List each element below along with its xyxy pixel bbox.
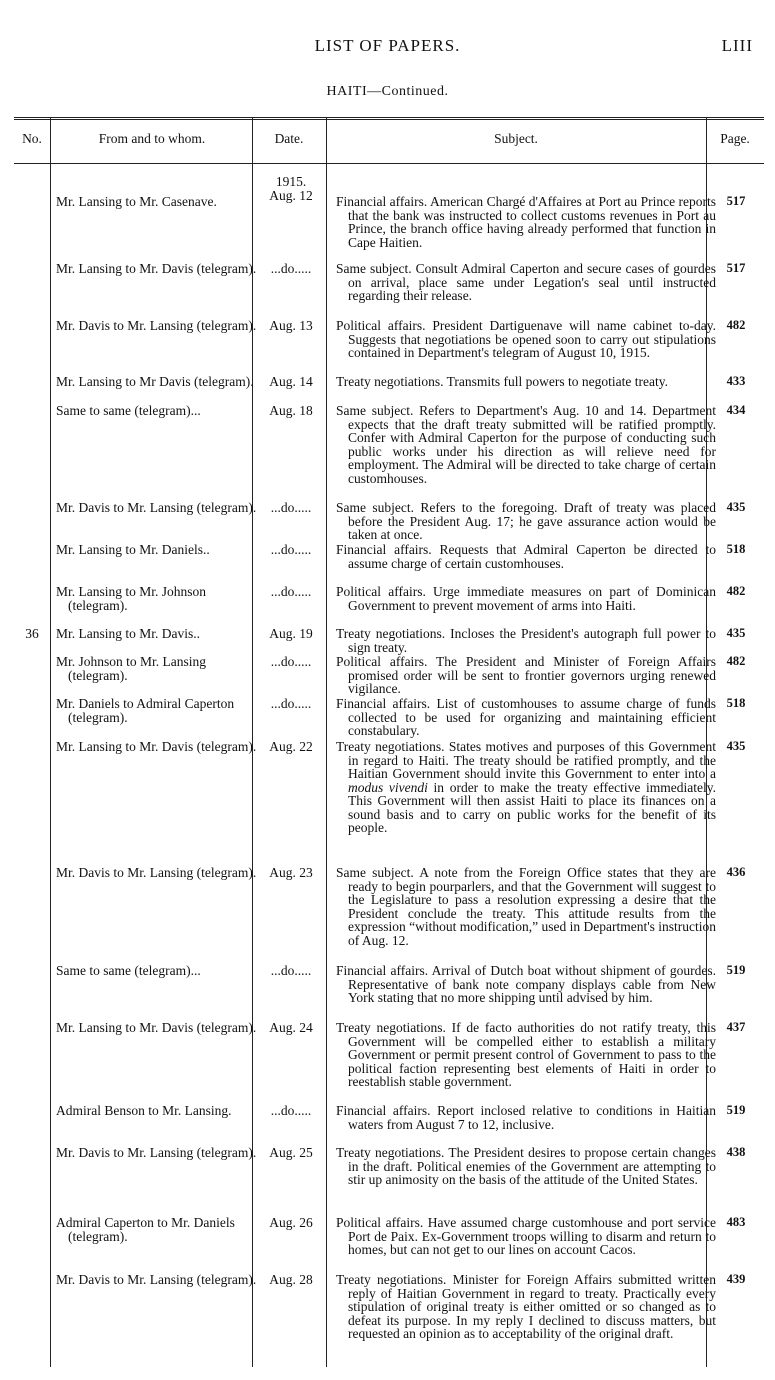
row-subject: Same subject. Refers to the foregoing. Draft of treaty was placed before the President Aug. 17; he gave assurance action would be taken at once. <box>336 500 716 542</box>
row-from: Mr. Davis to Mr. Lansing (telegram). <box>56 500 257 515</box>
row-date: ...do..... <box>270 1103 312 1118</box>
row-date: ...do..... <box>270 261 312 276</box>
row-page: 518 <box>726 696 746 710</box>
row-from: Same to same (telegram)... <box>56 963 201 978</box>
row-page: 482 <box>726 654 746 668</box>
row-page: 482 <box>726 584 746 598</box>
table-row <box>14 375 764 404</box>
row-subject: Political affairs. The President and Minister of Foreign Affairs promised order will be sent to frontier governors urging renewed vigilance. <box>336 654 716 696</box>
row-date: Aug. 23 <box>269 865 313 880</box>
row-from: Mr. Davis to Mr. Lansing (telegram). <box>56 865 257 880</box>
row-page: 482 <box>726 318 746 332</box>
column-header-from: From and to whom. <box>98 131 206 146</box>
row-from: Mr. Davis to Mr. Lansing (telegram). <box>56 1272 257 1287</box>
row-date <box>258 175 324 202</box>
row-year: 1915. <box>275 174 307 189</box>
row-subject: Treaty negotiations. If de facto authorities do not ratify treaty, this Government will be compelled either to establish a military Government or permit present control of Government to pass to the political faction representing best elements of Haiti in order to reestablish stable government. <box>336 1020 716 1089</box>
row-subject: Financial affairs. Requests that Admiral Caperton be directed to assume charge of certain customhouses. <box>336 542 716 571</box>
table-row <box>14 964 764 1021</box>
row-from: Mr. Daniels to Admiral Caperton (telegram). <box>56 696 235 725</box>
table-row <box>14 740 764 866</box>
row-from: Mr. Davis to Mr. Lansing (telegram). <box>56 318 257 333</box>
row-date: ...do..... <box>270 500 312 515</box>
row-subject: Treaty negotiations. Minister for Foreign Affairs submitted written reply of Haitian Government in regard to treaty. Practically every stipulation of original treaty is either omitted or so changed as to defeat its purpose. In my reply I declined to discuss matters, but requested an opinion as to acceptability of the original draft. <box>336 1272 716 1341</box>
row-subject-text: in order to make the treaty effective immediately. This Government will then assist Haiti to place its finances on a sound basis and to carry on public works for the benefit of its people. <box>348 779 717 835</box>
row-subject: Political affairs. Urge immediate measures on part of Dominican Government to prevent movement of arms into Haiti. <box>336 584 716 613</box>
row-date: Aug. 25 <box>269 1145 313 1160</box>
row-number: 36 <box>25 626 39 641</box>
column-header-no: No. <box>22 131 42 146</box>
row-page: 435 <box>726 739 746 753</box>
row-subject: Financial affairs. American Chargé d'Affaires at Port au Prince reports that the bank was instructed to collect customs revenues in Port au Prince, the branch office having already performed that function in Cape Haitien. <box>336 194 716 250</box>
table-row <box>14 174 764 250</box>
row-subject: Political affairs. President Dartiguenave will name cabinet to-day. Suggests that negotiations be opened soon to carry out stipulations contained in Department's telegram of August 10, 1915. <box>336 318 716 360</box>
row-from: Mr. Lansing to Mr. Davis.. <box>56 626 200 641</box>
row-subject: Same subject. Consult Admiral Caperton and secure cases of gourdes on arrival, place same under Legation's seal until instructed regarding their release. <box>336 261 716 303</box>
row-date: ...do..... <box>270 654 312 669</box>
row-from: Admiral Caperton to Mr. Daniels (telegram). <box>56 1215 235 1244</box>
row-page: 437 <box>726 1020 746 1034</box>
row-from: Mr. Lansing to Mr. Davis (telegram). <box>56 739 257 754</box>
row-date: Aug. 26 <box>269 1215 313 1230</box>
row-page: 519 <box>726 1103 746 1117</box>
row-page: 439 <box>726 1272 746 1286</box>
page-header <box>0 36 775 60</box>
row-date: Aug. 24 <box>269 1020 313 1035</box>
table-row <box>14 585 764 627</box>
row-date: ...do..... <box>270 963 312 978</box>
table-body <box>14 163 764 1373</box>
column-header-subject: Subject. <box>494 131 538 146</box>
table-row <box>14 501 764 543</box>
row-subject: Financial affairs. Arrival of Dutch boat without shipment of gourdes. Representative of bank note company displays cable from New York stating that no more shipping until advised by him. <box>336 963 716 1005</box>
row-page: 483 <box>726 1215 746 1229</box>
row-from: Mr. Lansing to Mr. Davis (telegram). <box>56 261 257 276</box>
row-date: Aug. 22 <box>269 739 313 754</box>
row-subject: Same subject. Refers to Department's Aug. 10 and 14. Department expects that the draft treaty submitted will be ratified promptly. Confer with Admiral Caperton for the purpose of conducting such public works under his direction as will relieve need for employment. The Admiral will be directed to take charge of certain customhouses. <box>336 403 716 486</box>
row-from: Mr. Johnson to Mr. Lansing (telegram). <box>56 654 207 683</box>
row-date: ...do..... <box>270 542 312 557</box>
row-subject <box>336 740 716 835</box>
page-number: LIII <box>721 36 753 55</box>
row-page: 519 <box>726 963 746 977</box>
row-subject: Same subject. A note from the Foreign Office states that they are ready to begin pourparlers, and that the Government will suggest to the Legislature to pass a resolution expressing a desire that the President conclude the treaty. This attitude results from the expression “without modification,” used in Department's instruction of Aug. 12. <box>336 865 716 948</box>
row-subject: Financial affairs. List of customhouses to assume charge of funds collected to be used for organizing and maintaining efficient constabulary. <box>336 696 716 738</box>
row-page: 438 <box>726 1145 746 1159</box>
row-date: ...do..... <box>270 696 312 711</box>
table-row <box>14 1021 764 1104</box>
row-date: Aug. 19 <box>269 626 313 641</box>
table-row <box>14 262 764 319</box>
row-subject: Financial affairs. Report inclosed relative to conditions in Haitian waters from August 7 to 12, inclusive. <box>336 1103 716 1132</box>
row-page: 517 <box>726 261 746 275</box>
table-row <box>14 697 764 740</box>
row-page: 435 <box>726 626 746 640</box>
row-from: Mr. Lansing to Mr. Daniels.. <box>56 542 210 557</box>
row-subject-italic: modus vivendi <box>348 779 428 795</box>
row-page: 436 <box>726 865 746 879</box>
row-from: Mr. Lansing to Mr Davis (telegram). <box>56 374 254 389</box>
table-row <box>14 1146 764 1216</box>
row-from: Same to same (telegram)... <box>56 403 201 418</box>
row-page: 433 <box>726 374 746 388</box>
row-from: Mr. Lansing to Mr. Davis (telegram). <box>56 1020 257 1035</box>
row-date: Aug. 13 <box>269 318 313 333</box>
papers-table <box>14 117 764 1367</box>
row-from: Admiral Benson to Mr. Lansing. <box>56 1103 232 1118</box>
table-row <box>14 404 764 501</box>
table-row <box>14 1273 764 1373</box>
row-date: Aug. 14 <box>269 374 313 389</box>
table-row <box>14 319 764 375</box>
row-page: 434 <box>726 403 746 417</box>
row-date: Aug. 28 <box>269 1272 313 1287</box>
table-top-rule-double <box>14 119 764 120</box>
row-from: Mr. Lansing to Mr. Casenave. <box>56 194 217 209</box>
row-page: 435 <box>726 500 746 514</box>
row-date-value: Aug. 12 <box>269 187 313 203</box>
column-header-date: Date. <box>274 131 304 146</box>
row-from: Mr. Lansing to Mr. Johnson (telegram). <box>56 584 207 613</box>
row-subject: Political affairs. Have assumed charge customhouse and port service Port de Paix. Ex-Government troops willing to disarm and return to homes, but can not get to our lines on account Cacos. <box>336 1215 716 1257</box>
table-row <box>14 866 764 964</box>
table-row <box>14 1216 764 1273</box>
row-date: Aug. 18 <box>269 403 313 418</box>
table-row <box>14 627 764 655</box>
row-subject: Treaty negotiations. The President desires to propose certain changes in the draft. Political enemies of the Government are attempting to stir up animosity on the basis of the attitude of the United States. <box>336 1145 716 1187</box>
row-subject-text: Treaty negotiations. States motives and purposes of this Government in regard to Haiti. The treaty should be ratified promptly, and the Haitian Government should invite this Government to enter into a <box>336 739 716 781</box>
column-header-page: Page. <box>720 131 750 146</box>
table-row <box>14 543 764 585</box>
row-page: 518 <box>726 542 746 556</box>
page-title: LIST OF PAPERS. <box>314 36 461 55</box>
table-row <box>14 1104 764 1146</box>
section-subtitle: HAITI—Continued. <box>326 84 449 99</box>
row-date: ...do..... <box>270 584 312 599</box>
row-subject: Treaty negotiations. Transmits full powers to negotiate treaty. <box>336 374 668 389</box>
row-subject: Treaty negotiations. Incloses the President's autograph full power to sign treaty. <box>336 626 716 655</box>
row-from: Mr. Davis to Mr. Lansing (telegram). <box>56 1145 257 1160</box>
table-top-rule <box>14 117 764 118</box>
table-row <box>14 655 764 697</box>
row-page: 517 <box>726 194 746 208</box>
